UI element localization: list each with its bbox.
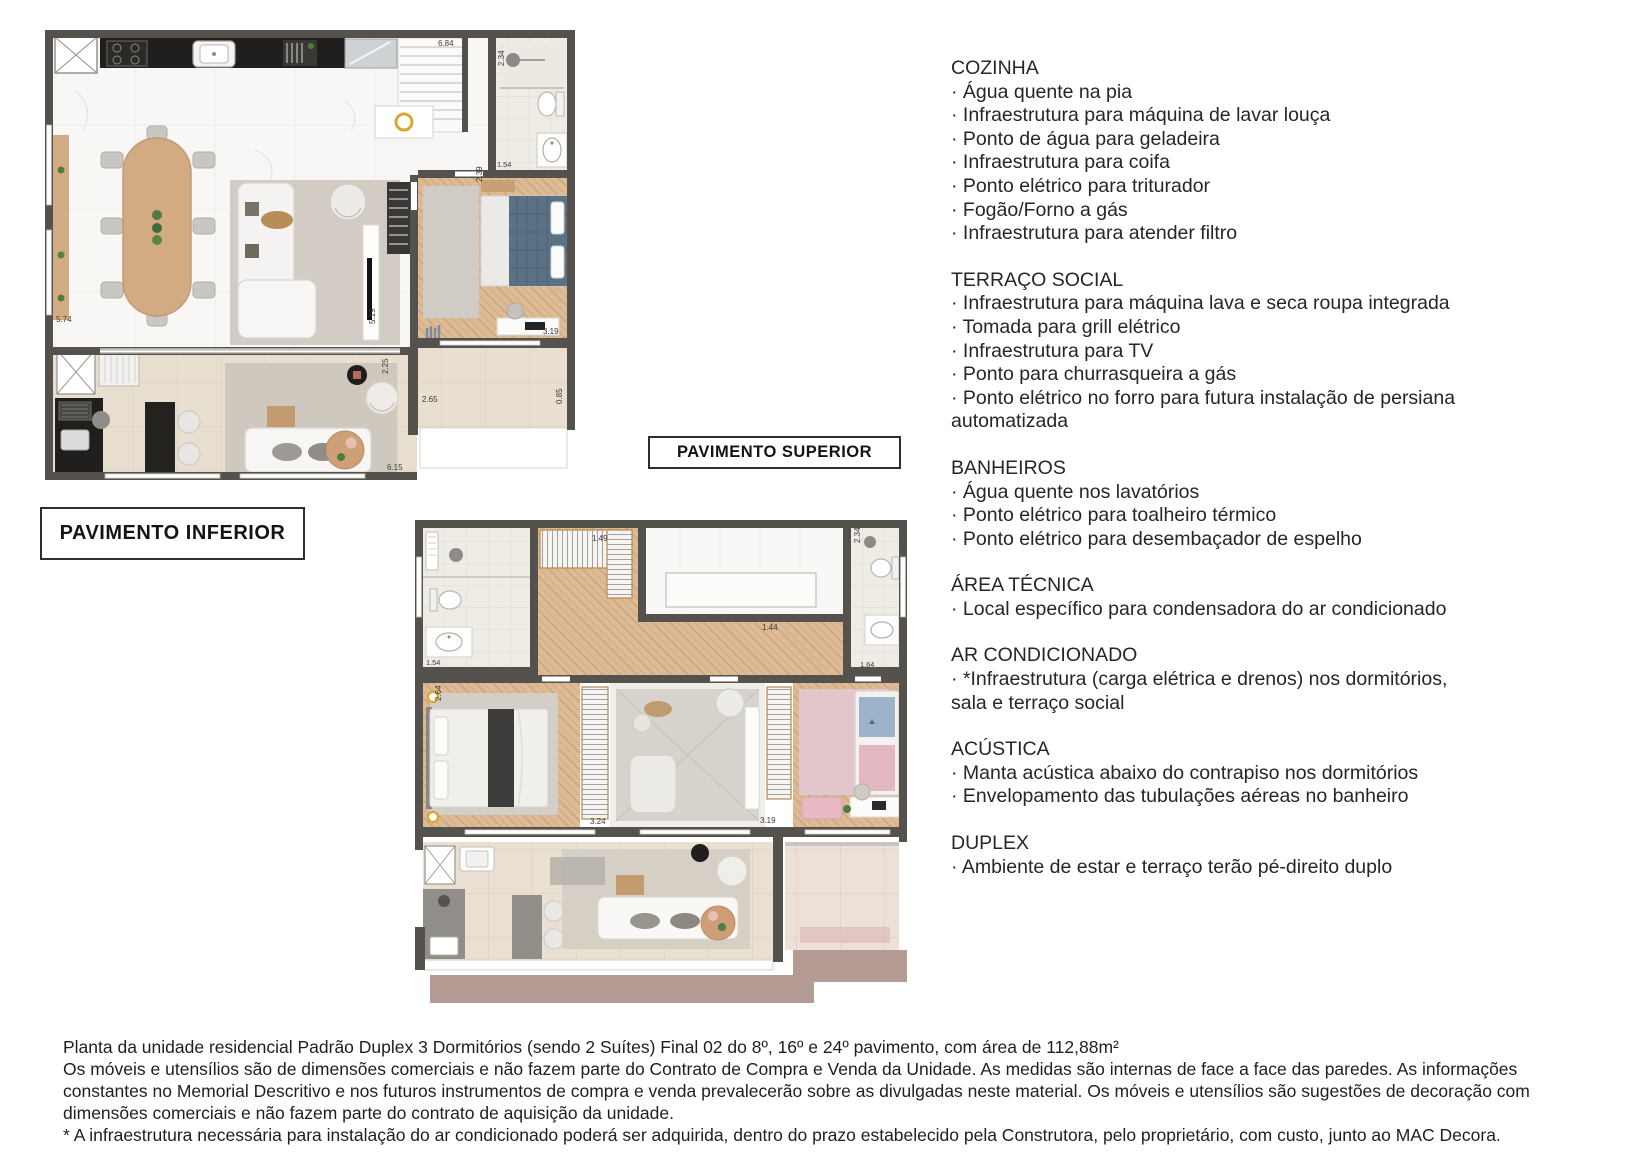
- spec-item: · Ponto para churrasqueira a gás: [951, 363, 1237, 386]
- dim-balcony-depth: 0.85: [555, 388, 564, 404]
- label-pavimento-inferior-text: PAVIMENTO INFERIOR: [59, 522, 286, 544]
- dim-terrace-width: 6.15: [387, 463, 403, 472]
- spec-item: · Infraestrutura para máquina de lavar louça: [951, 104, 1331, 127]
- spec-item: · Água quente na pia: [951, 80, 1133, 103]
- dining-sideboard: [53, 135, 69, 320]
- spec-item: · Envelopamento das tubulações aéreas no banheiro: [951, 785, 1409, 808]
- dim-hall-depth: 2.39: [475, 166, 484, 182]
- side-terrace-floor: [418, 348, 567, 468]
- footer-legal-text: Os móveis e utensílios são de dimensões comerciais e não fazem parte do Contrato de Compra e Venda da Unidade. As medidas são internas de face a face das paredes. As informações constantes no Memorial Descritivo e nos futuros instrumentos de compra e venda prevalecerão sobre as divulgadas neste material. Os móveis e utensílios são sugestões de decoração com dimensões comerciais e não fazem parte do contrato de aquisição da unidade.: [63, 1059, 1530, 1123]
- terrace-lounge: [225, 363, 398, 472]
- footer-ac-note: * A infraestrutura necessária para instalação do ar condicionado poderá ser adquirida, dentro do prazo estabelecido pela Construtora, pelo proprietário, com custo, junto ao MAC Decora.: [63, 1125, 1501, 1145]
- stair-void-floor: [646, 528, 843, 614]
- dim-master-width: 3.24: [590, 817, 606, 826]
- spec-item: · Infraestrutura para coifa: [951, 151, 1170, 174]
- shelf-unit: [387, 182, 410, 254]
- spec-item: · Água quente nos lavatórios: [951, 480, 1200, 503]
- spec-section-title: ACÚSTICA: [951, 738, 1050, 761]
- spec-item: · Infraestrutura para TV: [951, 339, 1154, 362]
- spec-section-title: TERRAÇO SOCIAL: [951, 268, 1124, 291]
- dim-master-depth: 2.64: [434, 685, 443, 701]
- spec-section-banheiros: [951, 457, 1481, 551]
- floorplan-superior-svg: [400, 497, 910, 1007]
- spec-item: · Ponto elétrico para desembaçador de espelho: [951, 527, 1362, 550]
- spec-item: · Tomada para grill elétrico: [951, 315, 1181, 338]
- master-bed: [426, 692, 548, 822]
- bbq-counter: [55, 398, 110, 472]
- kitchen-sideboard-mirror: [345, 39, 397, 68]
- floorplan-inferior-svg: [45, 30, 575, 480]
- spec-section-duplex: [951, 832, 1481, 879]
- dim-bath2-depth: 2.34: [853, 527, 862, 543]
- spec-item: · Ponto elétrico para toalheiro térmico: [951, 504, 1277, 527]
- spec-section-terraco-social: [951, 269, 1481, 434]
- spec-section-title: COZINHA: [951, 57, 1039, 79]
- master-wardrobe: [582, 687, 608, 819]
- spec-item: · *Infraestrutura (carga elétrica e drenos) nos dormitórios, sala e terraço social: [951, 668, 1448, 714]
- kitchen-counter: [100, 38, 345, 68]
- label-pavimento-superior: [648, 436, 901, 469]
- spec-section-acustica: [951, 738, 1481, 809]
- dim-balcony-width: 2.65: [422, 395, 438, 404]
- dim-dining-width: 5.74: [56, 315, 72, 324]
- spec-section-title: AR CONDICIONADO: [951, 644, 1138, 667]
- spec-section-area-tecnica: [951, 574, 1481, 621]
- spec-item: · Ponto de água para geladeira: [951, 127, 1220, 150]
- spec-section-title: BANHEIROS: [951, 456, 1066, 479]
- service-shaft: [55, 37, 97, 73]
- dining-table: [101, 126, 215, 326]
- ac-condenser-unit: [99, 352, 139, 386]
- spec-section-title: ÁREA TÉCNICA: [951, 574, 1094, 597]
- floorplan-pavimento-superior: [400, 497, 910, 1007]
- bathroom2-floor: [851, 528, 899, 675]
- dim-living-width: 6.84: [438, 39, 454, 48]
- dim-living-depth: 5.19: [368, 308, 377, 324]
- dim-bedroom3-width: 3.19: [760, 816, 776, 825]
- bedroom3-wardrobe: [767, 687, 791, 799]
- spec-item: · Local específico para condensadora do ar condicionado: [951, 597, 1447, 620]
- spec-item: · Infraestrutura para máquina lava e seca roupa integrada: [951, 292, 1450, 315]
- spec-item: · Ponto elétrico para triturador: [951, 174, 1211, 197]
- spec-section-title: DUPLEX: [951, 832, 1030, 855]
- label-pavimento-inferior: [40, 507, 305, 560]
- spec-item: · Infraestrutura para atender filtro: [951, 222, 1238, 245]
- spec-item: · Manta acústica abaixo do contrapiso nos dormitórios: [951, 761, 1419, 784]
- floorplan-pavimento-inferior: [45, 30, 575, 480]
- armchair: [330, 184, 366, 220]
- footer-unit-description: Planta da unidade residencial Padrão Duplex 3 Dormitórios (sendo 2 Suítes) Final 02 do 8º, 16º e 24º pavimento, com área de 112,88m²: [63, 1037, 1119, 1057]
- dim-bath2-width: 1.64: [860, 660, 875, 669]
- dim-bath-width: 1.54: [497, 160, 512, 169]
- label-pavimento-superior-text: PAVIMENTO SUPERIOR: [676, 443, 873, 461]
- dim-suite-width: 3.19: [543, 327, 559, 336]
- footer-disclaimer: [63, 1036, 1591, 1146]
- dim-closet-width: 1.49: [592, 534, 608, 543]
- spec-section-ar-condicionado: [951, 644, 1481, 715]
- spec-item: · Ponto elétrico no forro para futura instalação de persiana automatizada: [951, 386, 1456, 433]
- spec-section-cozinha: [951, 57, 1481, 246]
- spec-item: · Fogão/Forno a gás: [951, 198, 1128, 221]
- spec-item: · Ambiente de estar e terraço terão pé-direito duplo: [951, 855, 1393, 878]
- dim-terrace-depth: 2.25: [381, 358, 390, 374]
- terrace-shaft: [57, 350, 95, 394]
- console-with-pendant: [375, 106, 433, 138]
- dim-bath1-width: 1.54: [426, 658, 441, 667]
- dim-hall-width: 1.44: [762, 623, 778, 632]
- dim-bath-depth: 2.34: [497, 50, 506, 66]
- specifications-panel: [951, 57, 1481, 902]
